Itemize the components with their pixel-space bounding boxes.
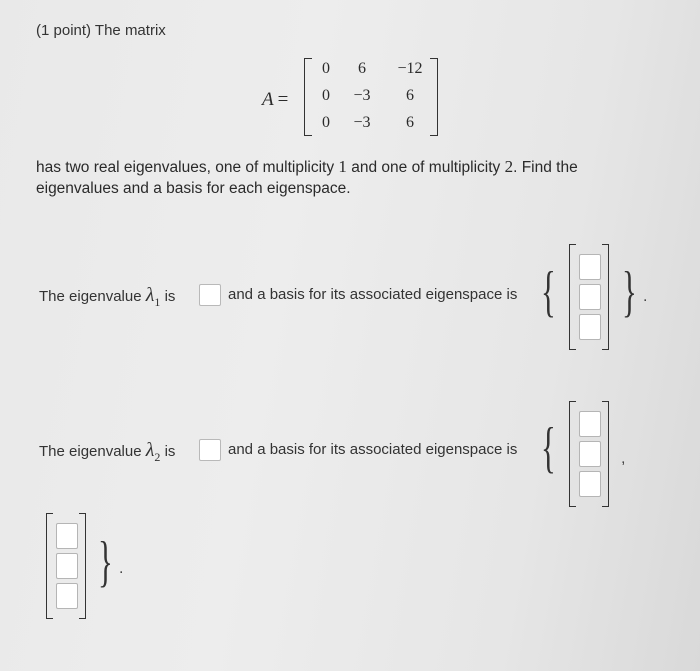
- lambda-2-symbol: $\lambda_2$: [145, 439, 161, 464]
- basis-1-open-brace: {: [541, 261, 556, 323]
- matrix-name: A: [262, 89, 274, 110]
- eigenvalue-1-label: [39, 284, 175, 310]
- matrix-cell: −3: [353, 87, 371, 104]
- vector-entry-input[interactable]: [579, 284, 601, 310]
- vector-left-bracket: [569, 401, 576, 507]
- vector-right-bracket: [602, 401, 609, 507]
- matrix-cell: 6: [406, 87, 414, 104]
- eigenvalue-2-label: [39, 439, 175, 465]
- period: .: [119, 560, 124, 577]
- basis-2-vector-2: [46, 513, 86, 619]
- basis-2-close-brace: }: [98, 531, 113, 593]
- matrix-label: [262, 89, 288, 111]
- vector-entry-input[interactable]: [579, 411, 601, 437]
- matrix-cell: 0: [322, 60, 330, 77]
- vector-left-bracket: [569, 244, 576, 350]
- period: .: [643, 288, 648, 305]
- vector-entry-input[interactable]: [56, 583, 78, 609]
- label-text: is: [160, 443, 176, 460]
- matrix-cell: −12: [397, 60, 423, 77]
- desc-text: . Find the eigenvalues and a basis for each eigenspace.: [36, 159, 578, 197]
- eigenvalue-2-input[interactable]: [199, 439, 221, 461]
- multiplicity-1: 1: [338, 157, 347, 176]
- basis-2-vector-1: [569, 401, 609, 507]
- lambda-1-symbol: $\lambda_1$: [145, 284, 161, 309]
- matrix-cell: −3: [353, 114, 371, 131]
- matrix-cell: 6: [358, 60, 366, 77]
- multiplicity-2: 2: [504, 157, 514, 176]
- problem-header: (1 point) The matrix: [36, 22, 166, 39]
- vector-entry-input[interactable]: [579, 254, 601, 280]
- vector-entry-input[interactable]: [579, 441, 601, 467]
- vector-entry-input[interactable]: [56, 523, 78, 549]
- matrix-cell: 0: [322, 87, 330, 104]
- basis-1-vector: [569, 244, 609, 350]
- vector-right-bracket: [602, 244, 609, 350]
- vector-entry-input[interactable]: [56, 553, 78, 579]
- basis-2-open-brace: {: [541, 417, 556, 479]
- matrix-cell: 0: [322, 114, 330, 131]
- eigenvalue-1-input[interactable]: [199, 284, 221, 306]
- label-text: The eigenvalue: [39, 443, 146, 460]
- vector-right-bracket: [79, 513, 86, 619]
- desc-text: has two real eigenvalues, one of multiplicity: [36, 159, 339, 176]
- vector-entry-input[interactable]: [579, 314, 601, 340]
- vector-entry-input[interactable]: [579, 471, 601, 497]
- label-text: is: [160, 288, 176, 305]
- basis-1-close-brace: }: [622, 261, 637, 323]
- vector-left-bracket: [46, 513, 53, 619]
- eigenspace-2-label: and a basis for its associated eigenspace is: [228, 441, 518, 458]
- matrix-a: [304, 56, 438, 138]
- equals-sign: =: [277, 89, 289, 110]
- problem-description: [36, 156, 656, 199]
- label-text: The eigenvalue: [39, 288, 146, 305]
- eigenspace-1-label: and a basis for its associated eigenspace is: [228, 286, 518, 303]
- desc-text: and one of multiplicity: [346, 159, 505, 176]
- matrix-right-bracket: [430, 58, 438, 136]
- matrix-cell: 6: [406, 114, 414, 131]
- comma: ,: [621, 450, 626, 467]
